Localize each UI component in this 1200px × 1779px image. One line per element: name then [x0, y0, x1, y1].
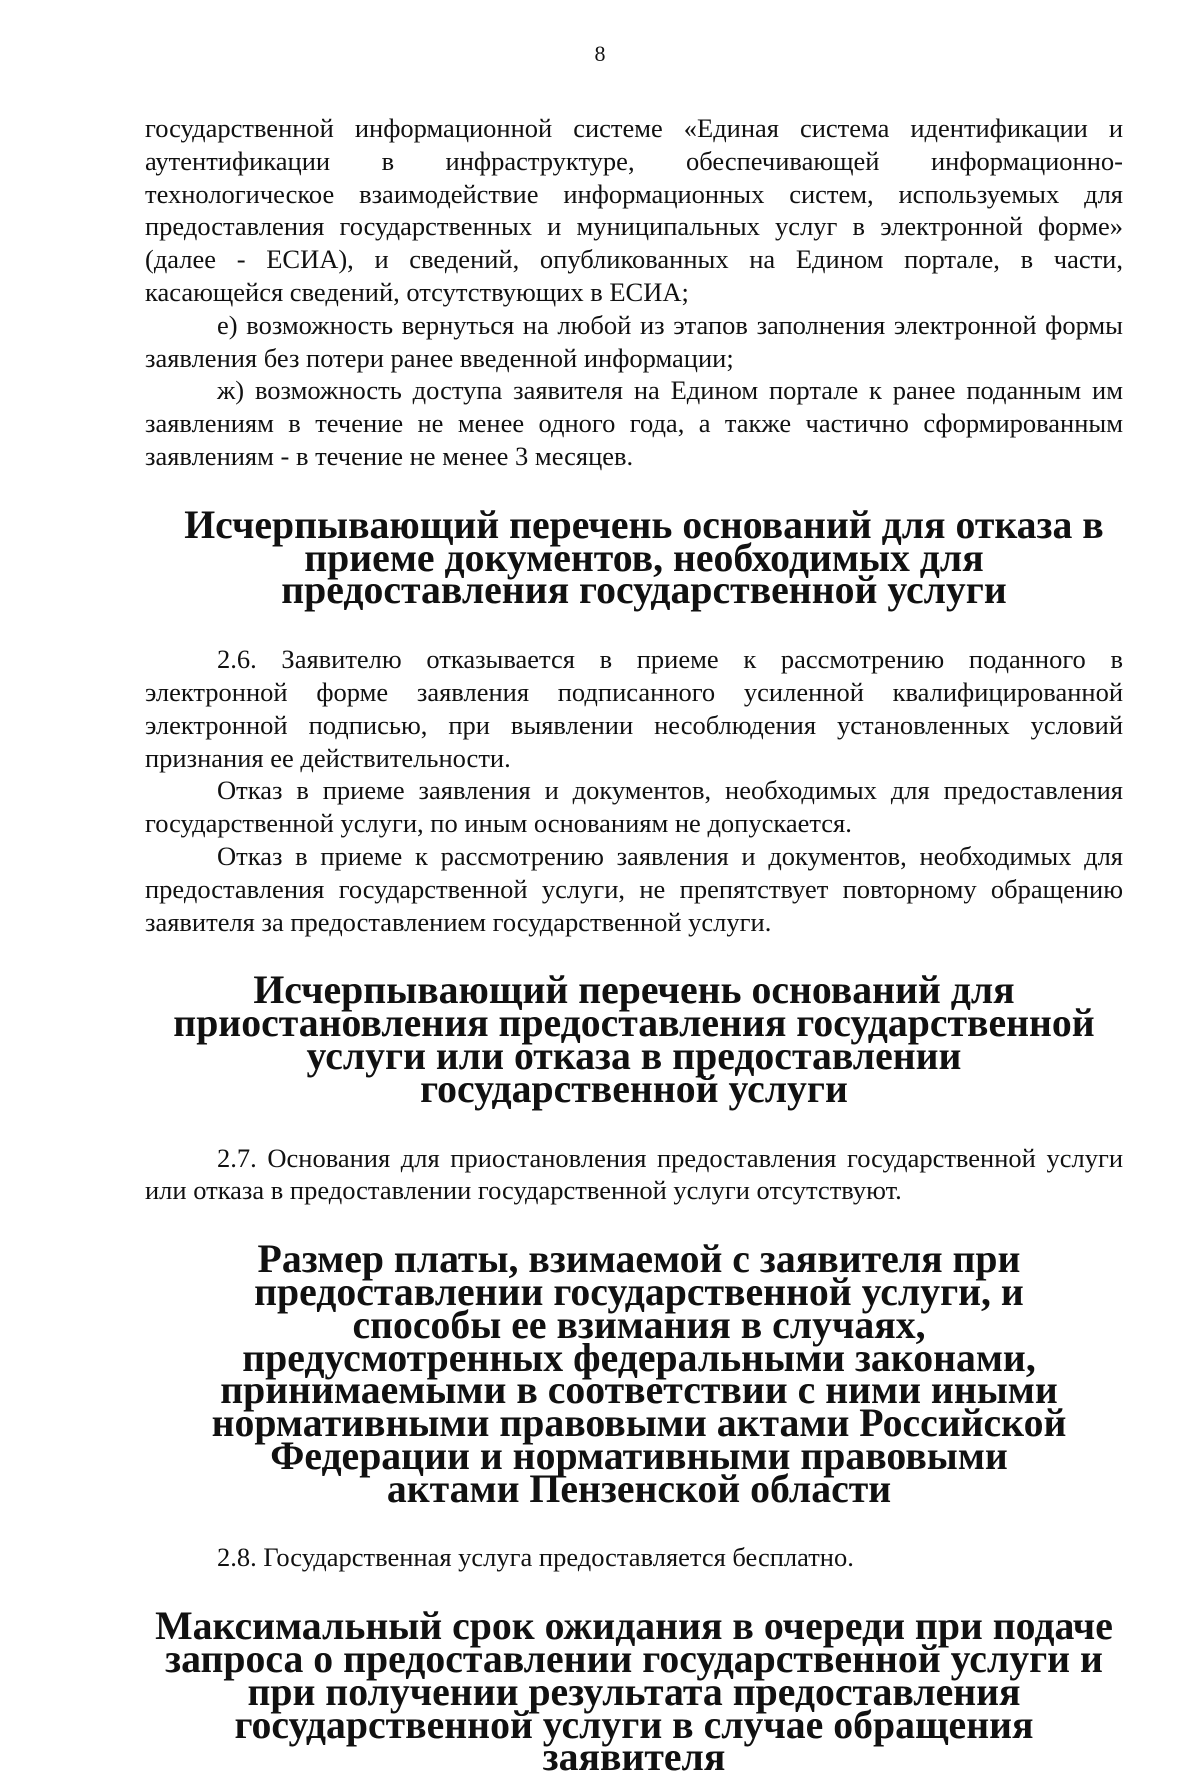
section-heading-suspension: Исчерпывающий перечень оснований для приостановления предоставления государственной услуги или отказа в предоставлении государственной услуги	[173, 968, 1095, 1111]
section-heading-refusal-documents: Исчерпывающий перечень оснований для отказа в приеме документов, необходимых для предоставления государственной услуги	[184, 502, 1104, 613]
page-number: 8	[594, 41, 606, 66]
paragraph-item-zh: ж) возможность доступа заявителя на Едином портале к ранее поданным им заявлениям в течение не менее одного года, а также частично сформированным заявлениям - в течение не менее 3 месяцев.	[145, 375, 1123, 471]
paragraph-esia-continuation: государственной информационной системе «Единая система идентификации и аутентификации в инфраструктуре, обеспечивающей информационно-технологическое взаимодействие информационных систем, используемых для предоставления государственных и муниципальных услуг в электронной форме» (далее - ЕСИА), и сведений, опубликованных на Едином портале, в части, касающейся сведений, отсутствующих в ЕСИА;	[145, 113, 1123, 307]
document-body	[145, 112, 1123, 1779]
paragraph-2-8: 2.8. Государственная услуга предоставляется бесплатно.	[217, 1542, 854, 1573]
paragraph-refusal-other-grounds: Отказ в приеме заявления и документов, необходимых для предоставления государственной услуги, по иным основаниям не допускается.	[145, 775, 1123, 839]
paragraph-2-7: 2.7. Основания для приостановления предоставления государственной услуги или отказа в предоставлении государственной услуги отсутствуют.	[145, 1142, 1123, 1206]
paragraph-2-6: 2.6. Заявителю отказывается в приеме к рассмотрению поданного в электронной форме заявления подписанного усиленной квалифицированной электронной подписью, при выявлении несоблюдения установленных условий признания ее действительности.	[145, 644, 1123, 773]
section-heading-fee: Размер платы, взимаемой с заявителя при предоставлении государственной услуги, и способы ее взимания в случаях, предусмотренных федеральными законами, принимаемыми в соответствии с ними иными нормативными правовыми актами Российской Федерации и нормативными правовыми актами Пензенской области	[211, 1237, 1067, 1511]
section-heading-waiting-time: Максимальный срок ожидания в очереди при подаче запроса о предоставлении государственной услуги и при получении результата предоставления государственной услуги в случае обращения заявителя	[155, 1604, 1113, 1779]
paragraph-refusal-no-obstacle: Отказ в приеме к рассмотрению заявления и документов, необходимых для предоставления государственной услуги, не препятствует повторному обращению заявителя за предоставлением государственной услуги.	[145, 840, 1123, 937]
paragraph-item-e: е) возможность вернуться на любой из этапов заполнения электронной формы заявления без потери ранее введенной информации;	[145, 309, 1123, 373]
